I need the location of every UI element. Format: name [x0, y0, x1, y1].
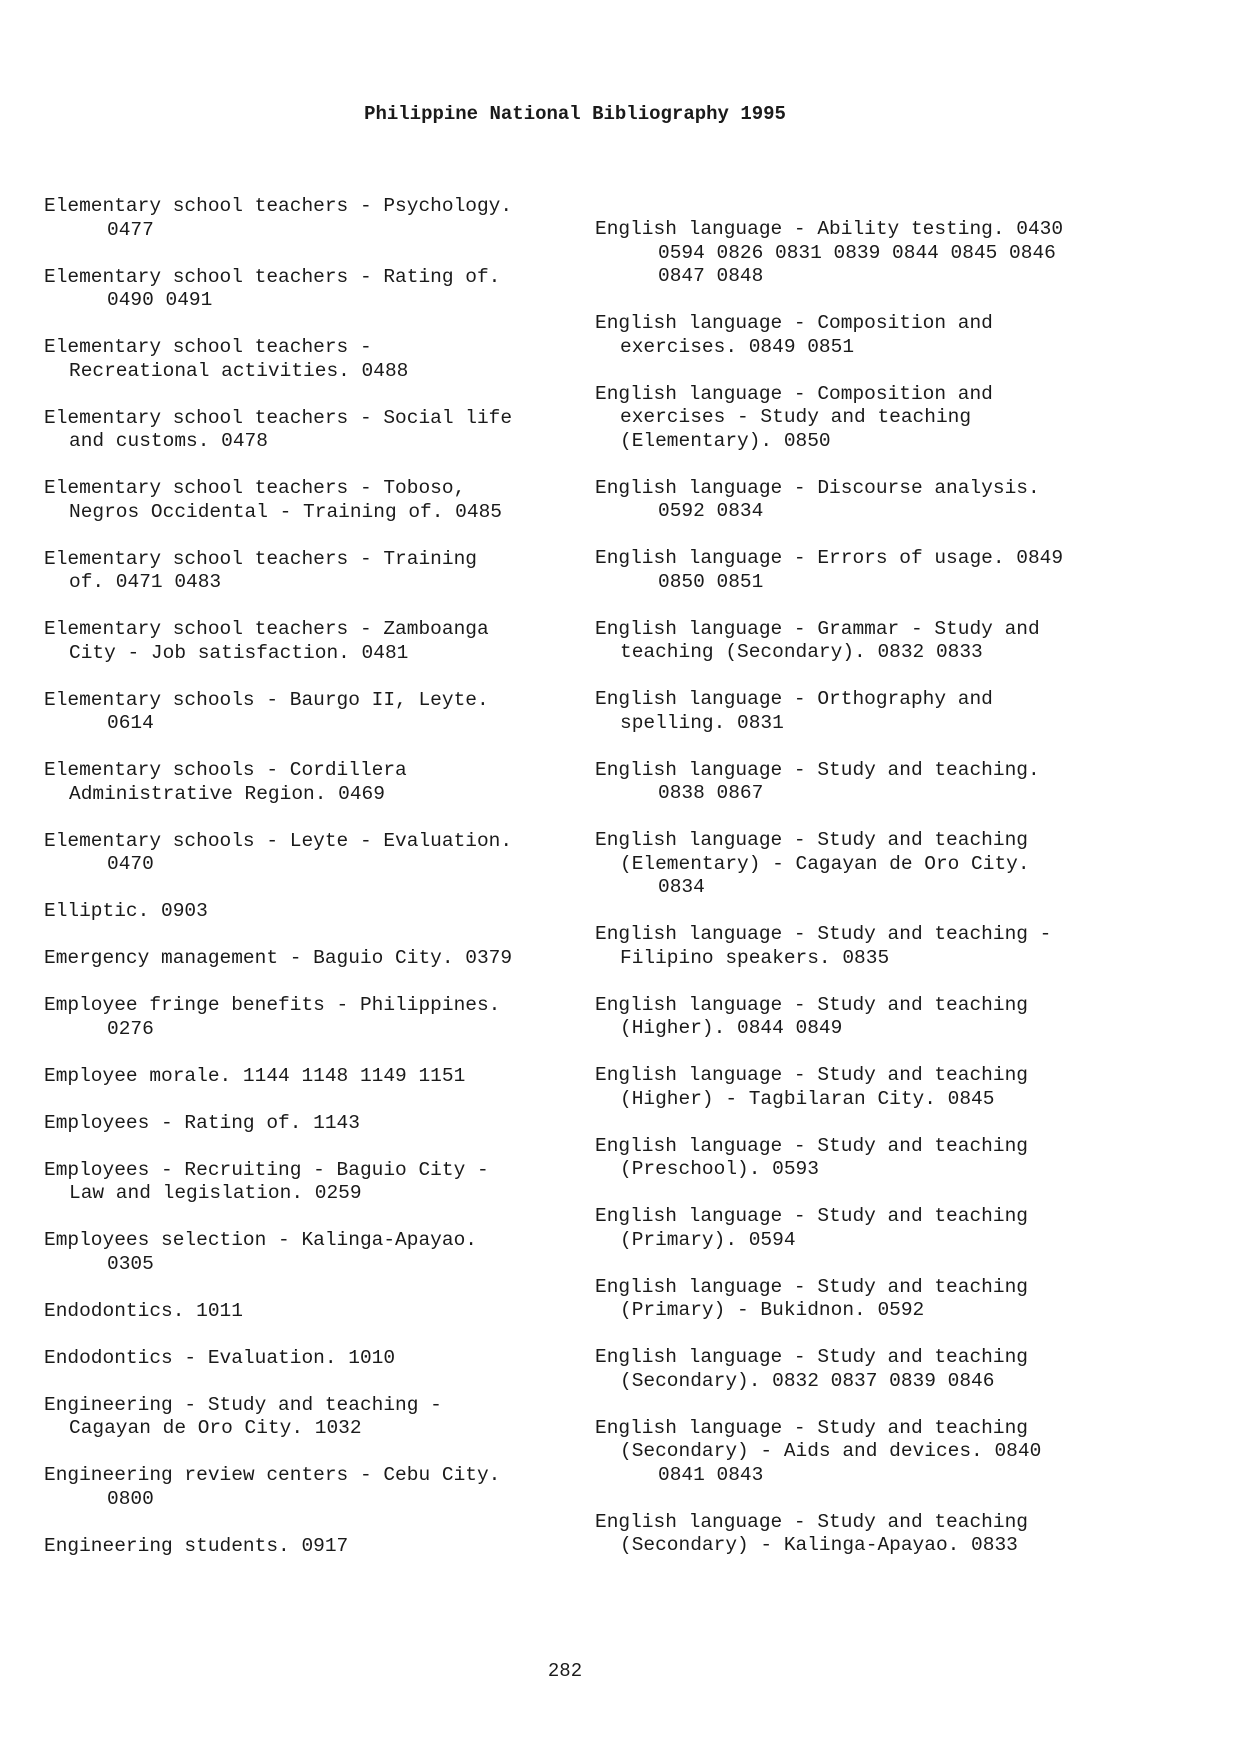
index-entry	[44, 618, 584, 665]
index-entry-continuation: Recreational activities. 0488	[69, 359, 409, 382]
index-entry-heading: English language - Study and teaching	[595, 829, 1028, 851]
index-entry-heading: English language - Study and teaching.	[595, 758, 1040, 781]
index-entry-continuation: Administrative Region. 0469	[69, 782, 385, 805]
index-entry-continuation: 0838 0867	[658, 782, 764, 804]
index-entry	[595, 1135, 1135, 1182]
index-entry-continuation: exercises. 0849 0851	[620, 335, 855, 358]
index-entry	[44, 266, 584, 313]
index-entry	[595, 1064, 1135, 1111]
index-entry	[44, 1535, 584, 1559]
index-column-right	[595, 218, 1135, 1581]
index-entry-heading: Emergency management - Baguio City. 0379	[44, 947, 513, 969]
index-entry-heading: Endodontics. 1011	[44, 1299, 243, 1322]
index-entry	[595, 1276, 1135, 1323]
index-entry-continuation: 0592 0834	[658, 500, 764, 522]
index-entry	[595, 618, 1135, 665]
index-entry-heading: English language - Grammar - Study and	[595, 617, 1040, 640]
index-entry-continuation: (Higher). 0844 0849	[620, 1017, 843, 1039]
index-entry-continuation: 0477	[107, 218, 154, 241]
index-entry-heading: English language - Study and teaching	[595, 1275, 1028, 1298]
index-entry-heading: Elementary school teachers - Rating of.	[44, 265, 501, 288]
index-entry-heading: Endodontics - Evaluation. 1010	[44, 1346, 396, 1369]
index-entry-continuation: City - Job satisfaction. 0481	[69, 641, 409, 664]
index-entry	[44, 830, 584, 877]
index-entry-continuation: (Primary). 0594	[620, 1228, 796, 1251]
index-entry	[44, 195, 584, 242]
index-entry-continuation: 0841 0843	[658, 1463, 764, 1486]
index-entry	[595, 1346, 1135, 1393]
index-entry-continuation: 0800	[107, 1487, 154, 1510]
index-entry	[595, 547, 1135, 594]
index-entry-heading: Employees - Recruiting - Baguio City -	[44, 1158, 489, 1181]
index-entry-heading: English language - Study and teaching	[595, 1205, 1028, 1227]
page-title: Philippine National Bibliography 1995	[364, 103, 786, 125]
index-entry-continuation: (Higher) - Tagbilaran City. 0845	[620, 1087, 995, 1110]
index-entry	[44, 336, 584, 383]
index-entry-continuation: (Secondary) - Kalinga-Apayao. 0833	[620, 1534, 1018, 1556]
index-entry-heading: English language - Study and teaching	[595, 1064, 1028, 1086]
index-entry	[595, 1205, 1135, 1252]
index-entry-continuation: teaching (Secondary). 0832 0833	[620, 641, 983, 663]
index-entry-heading: Engineering - Study and teaching -	[44, 1393, 442, 1416]
index-entry-heading: English language - Study and teaching	[595, 1134, 1028, 1157]
index-entry-continuation: (Elementary). 0850	[620, 429, 831, 452]
index-entry	[595, 994, 1135, 1041]
index-entry-continuation: Law and legislation. 0259	[69, 1182, 362, 1204]
index-entry	[595, 1417, 1135, 1488]
index-entry-continuation: 0276	[107, 1017, 154, 1040]
index-entry	[44, 1112, 584, 1136]
index-entry	[44, 689, 584, 736]
index-entry-heading: English language - Study and teaching	[595, 1510, 1028, 1533]
index-entry-continuation: 0594 0826 0831 0839 0844 0845 0846	[658, 241, 1056, 264]
index-entry-continuation: 0834	[658, 876, 705, 898]
index-entry-heading: Elementary schools - Cordillera	[44, 759, 407, 781]
index-entry-heading: Employees - Rating of. 1143	[44, 1111, 360, 1134]
index-entry-heading: Elementary school teachers -	[44, 336, 372, 358]
index-entry-heading: Elementary school teachers - Training	[44, 547, 477, 570]
index-entry	[44, 994, 584, 1041]
index-entry-continuation: (Elementary) - Cagayan de Oro City.	[620, 852, 1030, 875]
index-entry-continuation: 0847 0848	[658, 265, 764, 287]
index-entry	[595, 829, 1135, 900]
index-entry-heading: English language - Ability testing. 0430	[595, 218, 1064, 240]
index-entry	[44, 1065, 584, 1089]
index-entry-heading: Employee morale. 1144 1148 1149 1151	[44, 1064, 466, 1087]
index-entry	[595, 312, 1135, 359]
index-entry-heading: Elementary school teachers - Toboso,	[44, 477, 466, 499]
index-entry	[595, 688, 1135, 735]
index-entry-continuation: 0850 0851	[658, 570, 764, 593]
index-entry-heading: Elementary school teachers - Social life	[44, 406, 513, 429]
index-entry-continuation: 0470	[107, 853, 154, 875]
index-entry	[595, 759, 1135, 806]
index-entry-continuation: of. 0471 0483	[69, 571, 222, 593]
index-entry-continuation: (Secondary). 0832 0837 0839 0846	[620, 1369, 995, 1392]
page-number: 282	[547, 1660, 583, 1682]
index-entry-heading: Elementary schools - Baurgo II, Leyte.	[44, 688, 489, 711]
index-entry	[44, 477, 584, 524]
index-entry-continuation: (Preschool). 0593	[620, 1158, 819, 1180]
index-entry	[44, 1394, 584, 1441]
index-entry-continuation: 0490 0491	[107, 289, 213, 311]
index-entry	[595, 477, 1135, 524]
index-entry-heading: English language - Discourse analysis.	[595, 476, 1040, 499]
index-entry	[595, 1511, 1135, 1558]
index-entry-heading: Engineering review centers - Cebu City.	[44, 1464, 501, 1486]
index-entry-heading: English language - Errors of usage. 0849	[595, 547, 1064, 569]
index-entry-heading: English language - Composition and	[595, 382, 993, 405]
index-entry	[44, 759, 584, 806]
index-entry	[595, 383, 1135, 454]
index-entry	[44, 548, 584, 595]
index-entry-heading: English language - Study and teaching	[595, 993, 1028, 1016]
index-entry	[44, 947, 584, 971]
index-entry-continuation: exercises - Study and teaching	[620, 406, 972, 428]
index-entry-heading: English language - Orthography and	[595, 688, 993, 710]
index-entry	[44, 1464, 584, 1511]
index-entry	[44, 407, 584, 454]
index-entry-continuation: spelling. 0831	[620, 711, 784, 734]
index-entry-heading: English language - Study and teaching	[595, 1416, 1028, 1439]
index-entry-continuation: 0305	[107, 1252, 154, 1275]
index-column-left	[44, 195, 584, 1582]
index-entry-continuation: 0614	[107, 712, 154, 734]
index-entry	[44, 1229, 584, 1276]
index-entry-continuation: (Secondary) - Aids and devices. 0840	[620, 1440, 1042, 1462]
index-entry-continuation: Filipino speakers. 0835	[620, 946, 890, 969]
index-entry-continuation: and customs. 0478	[69, 430, 268, 452]
index-entry-heading: Elementary schools - Leyte - Evaluation.	[44, 829, 513, 852]
index-entry-heading: English language - Study and teaching -	[595, 923, 1052, 945]
index-entry	[44, 900, 584, 924]
index-entry	[44, 1300, 584, 1324]
index-entry-heading: Employee fringe benefits - Philippines.	[44, 994, 501, 1016]
index-entry-heading: Engineering students. 0917	[44, 1534, 349, 1557]
index-entry-heading: Elementary school teachers - Zamboanga	[44, 618, 489, 640]
index-entry-continuation: (Primary) - Bukidnon. 0592	[620, 1299, 925, 1321]
index-entry-continuation: Negros Occidental - Training of. 0485	[69, 500, 502, 523]
index-entry-continuation: Cagayan de Oro City. 1032	[69, 1417, 362, 1439]
index-entry-heading: Employees selection - Kalinga-Apayao.	[44, 1229, 477, 1251]
index-entry-heading: Elementary school teachers - Psychology.	[44, 195, 513, 217]
index-entry-heading: English language - Composition and	[595, 312, 993, 334]
index-entry-heading: Elliptic. 0903	[44, 900, 208, 922]
index-entry	[595, 218, 1135, 289]
index-entry	[595, 923, 1135, 970]
index-entry	[44, 1159, 584, 1206]
index-entry-heading: English language - Study and teaching	[595, 1346, 1028, 1368]
index-entry	[44, 1347, 584, 1371]
